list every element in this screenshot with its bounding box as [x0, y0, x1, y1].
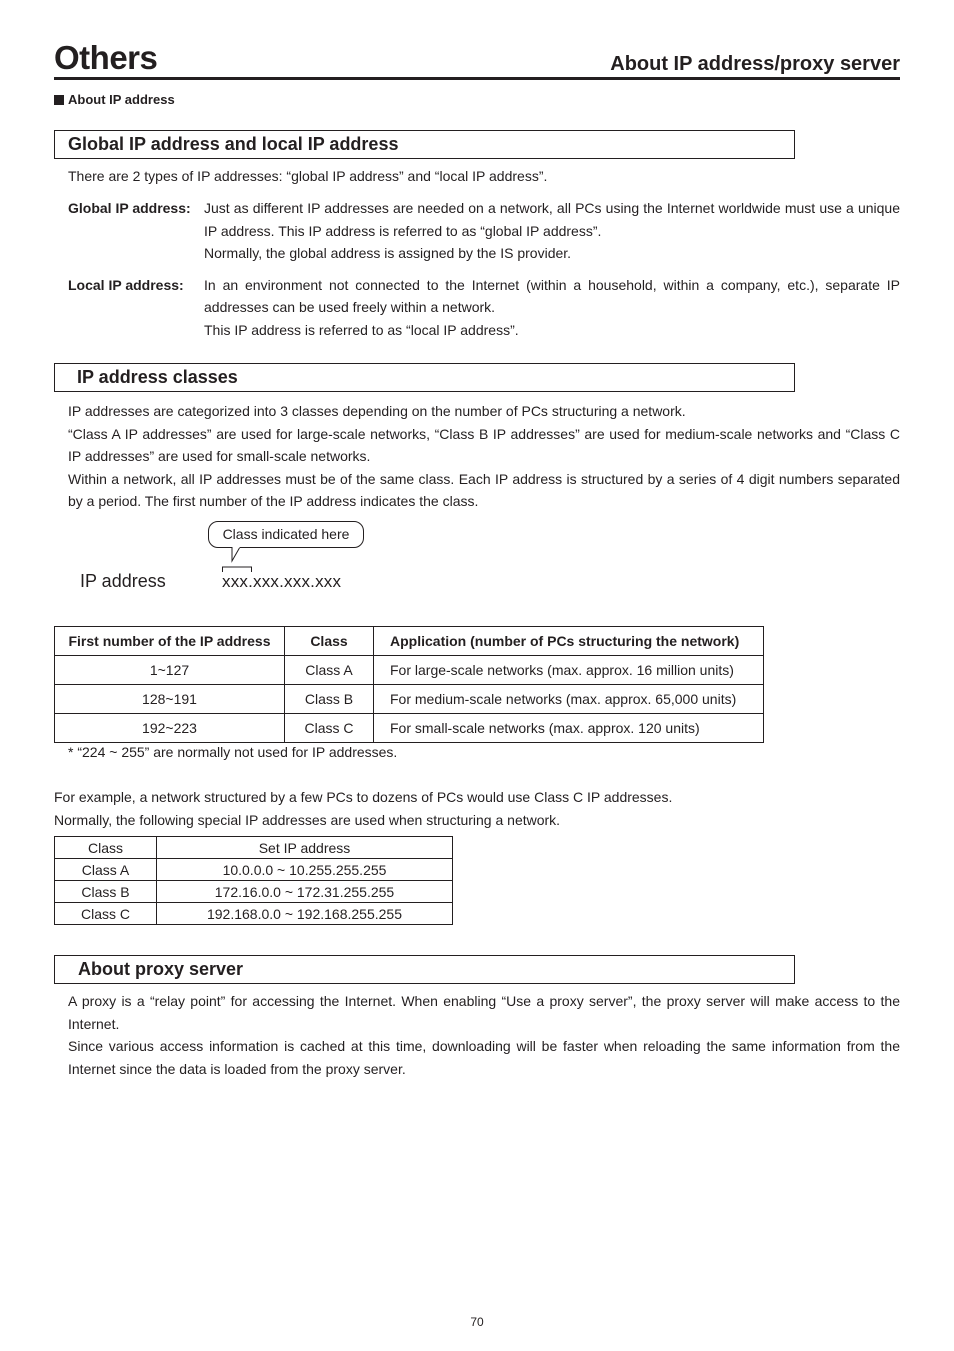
ip-address-value: xxx.xxx.xxx.xxx [222, 572, 342, 591]
table-header: First number of the IP address [55, 627, 285, 656]
table-cell: 128~191 [55, 685, 285, 714]
ip-address-label: IP address [80, 571, 166, 591]
definition-global [68, 197, 900, 265]
definition-list [68, 197, 900, 350]
callout-bubble: Class indicated here [208, 521, 364, 548]
definition-description [204, 274, 900, 342]
table-row [55, 903, 453, 925]
special-ip-table [54, 836, 453, 925]
table-row [55, 881, 453, 903]
table-row [55, 859, 453, 881]
definition-line: Normally, the global address is assigned by the IS provider. [204, 245, 572, 261]
table-header: Application (number of PCs structuring the network) [374, 627, 764, 656]
table-cell: 10.0.0.0 ~ 10.255.255.255 [157, 859, 453, 881]
table-cell: For medium-scale networks (max. approx. 65,000 units) [374, 685, 764, 714]
example-text [54, 786, 900, 831]
table-header-row [55, 837, 453, 859]
definition-line: Just as different IP addresses are needed on a network, all PCs using the Internet worldwide must use a unique IP address. This IP address is referred to as “global IP address”. [204, 200, 900, 239]
table-row [55, 656, 764, 685]
section-heading-proxy [54, 955, 795, 984]
section-heading-text: Global IP address and local IP address [68, 134, 399, 154]
table-cell: Class B [285, 685, 374, 714]
table-cell: 1~127 [55, 656, 285, 685]
table-row [55, 714, 764, 743]
section-heading-global-local [54, 130, 795, 159]
table-cell: 192~223 [55, 714, 285, 743]
classes-description [68, 400, 900, 513]
definition-term: Global IP address: [68, 200, 191, 216]
table-header: Set IP address [157, 837, 453, 859]
table-cell: Class A [55, 859, 157, 881]
table-cell: Class B [55, 881, 157, 903]
definition-local [68, 274, 900, 342]
proxy-paragraph: Since various access information is cached at this time, downloading will be faster when reloading the same information from the Internet since the data is loaded from the proxy server. [68, 1038, 900, 1077]
section-marker-label: About IP address [68, 92, 175, 107]
classes-paragraph: “Class A IP addresses” are used for large-scale networks, “Class B IP addresses” are used for medium-scale networks and “Class C IP addresses” are used for small-scale networks. [68, 425, 900, 464]
definition-description [204, 197, 900, 265]
table-header: Class [285, 627, 374, 656]
example-line: For example, a network structured by a few PCs to dozens of PCs would use Class C IP addresses. [54, 789, 673, 805]
table-cell: Class A [285, 656, 374, 685]
page-subtitle: About IP address/proxy server [610, 53, 900, 75]
square-bullet-icon [54, 95, 64, 105]
table-cell: For large-scale networks (max. approx. 16 million units) [374, 656, 764, 685]
ip-classes-table [54, 626, 764, 743]
section-heading-text: About proxy server [78, 959, 244, 979]
table-cell: 172.16.0.0 ~ 172.31.255.255 [157, 881, 453, 903]
table-cell: 192.168.0.0 ~ 192.168.255.255 [157, 903, 453, 925]
proxy-paragraph: A proxy is a “relay point” for accessing the Internet. When enabling “Use a proxy server”, the proxy server will make access to the Internet. [68, 993, 900, 1032]
classes-paragraph: Within a network, all IP addresses must be of the same class. Each IP address is structured by a series of 4 digit numbers separated by a period. The first number of the IP address indicates the class. [68, 470, 900, 509]
section-heading-text: IP address classes [77, 367, 238, 387]
definition-line: In an environment not connected to the Internet (within a household, within a company, etc.), separate IP addresses can be used freely within a network. [204, 276, 900, 315]
global-local-intro: There are 2 types of IP addresses: “global IP address” and “local IP address”. [68, 168, 548, 184]
classes-paragraph: IP addresses are categorized into 3 classes depending on the number of PCs structuring a network. [68, 403, 686, 419]
section-marker [54, 92, 175, 108]
title-rule [54, 77, 900, 80]
page-number: 70 [470, 1315, 484, 1329]
table-header: Class [55, 837, 157, 859]
definition-term: Local IP address: [68, 276, 184, 293]
example-line: Normally, the following special IP addresses are used when structuring a network. [54, 811, 561, 828]
table-cell: For small-scale networks (max. approx. 120 units) [374, 714, 764, 743]
table-row [55, 685, 764, 714]
definition-line: This IP address is referred to as “local IP address”. [204, 321, 519, 338]
table-footnote: * “224 ~ 255” are normally not used for IP addresses. [68, 744, 398, 760]
proxy-description [68, 990, 900, 1080]
table-header-row [55, 627, 764, 656]
page-title: Others [54, 39, 158, 76]
table-cell: Class C [285, 714, 374, 743]
section-heading-classes [54, 363, 795, 392]
table-cell: Class C [55, 903, 157, 925]
